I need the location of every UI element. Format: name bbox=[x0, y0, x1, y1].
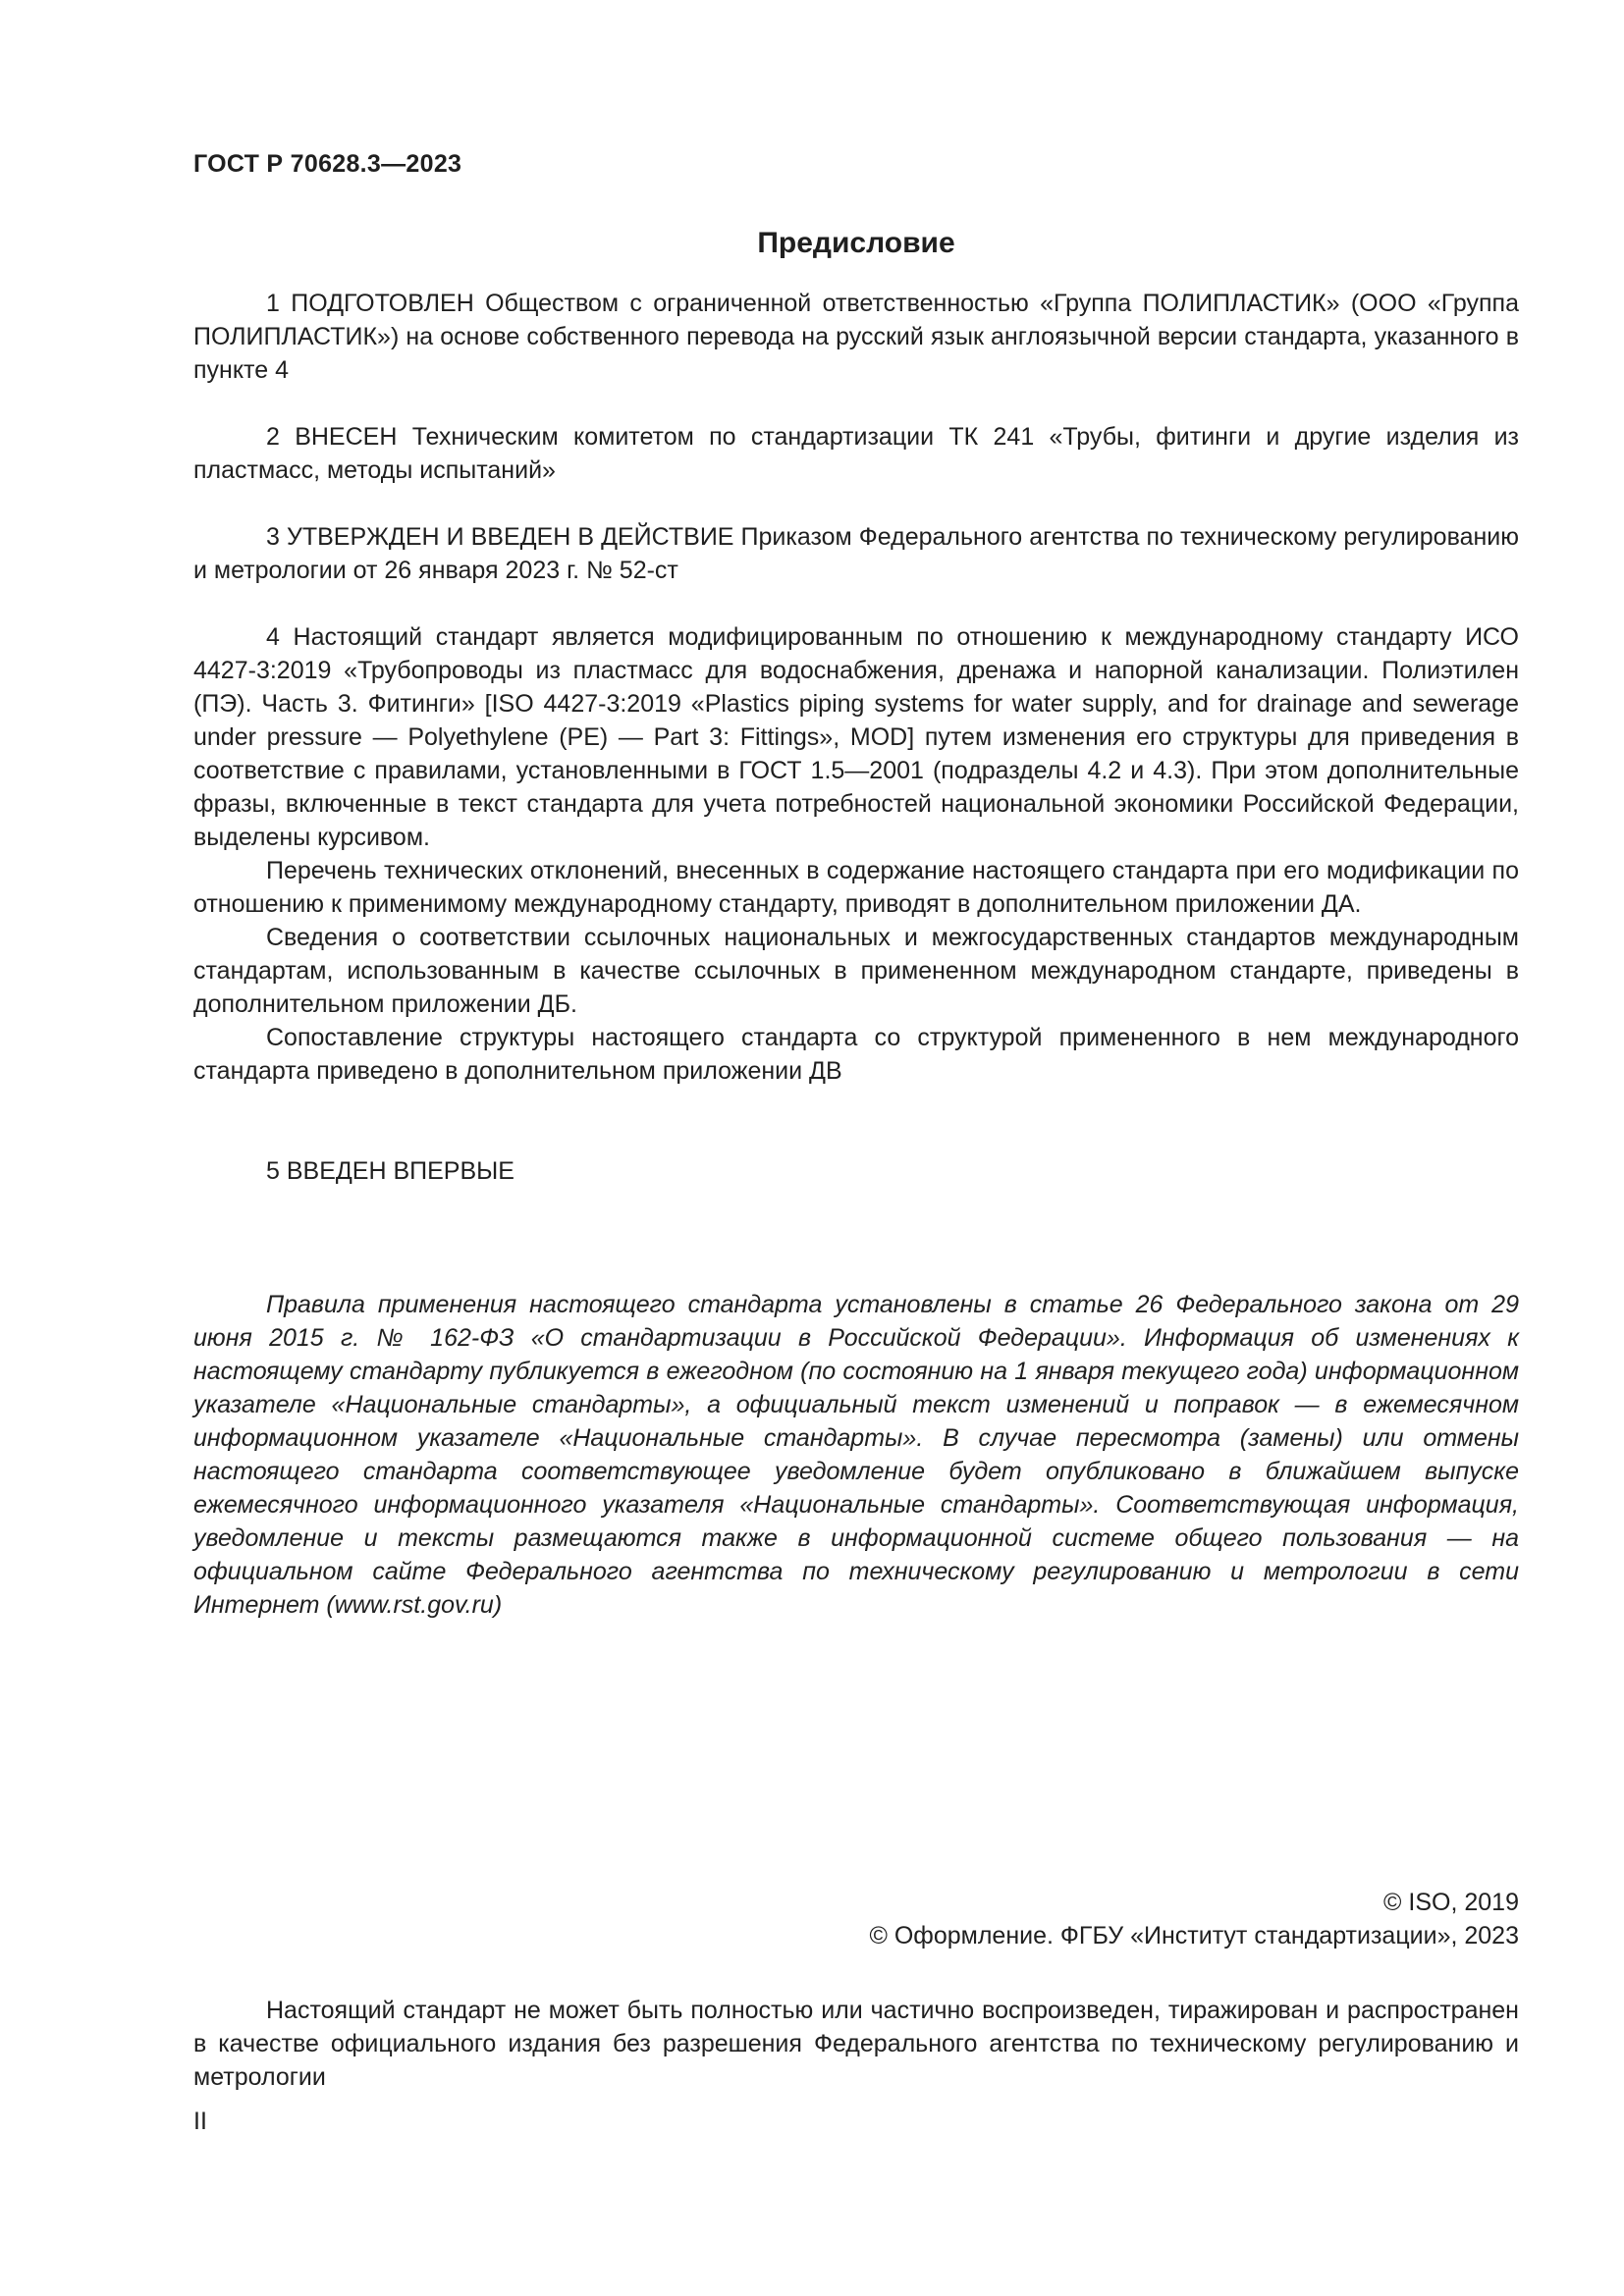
item-5-text: 5 ВВЕДЕН ВПЕРВЫЕ bbox=[266, 1157, 514, 1185]
page-number: II bbox=[193, 2108, 207, 2135]
item-3-text: 3 УТВЕРЖДЕН И ВВЕДЕН В ДЕЙСТВИЕ Приказом Федерального агентства по техническому регулированию и метрологии от 26 января 2023 г. № 52-ст bbox=[193, 523, 1519, 584]
foreword-item-5 bbox=[193, 1154, 1519, 1188]
copyright-iso: © ISO, 2019 bbox=[1383, 1889, 1519, 1916]
standard-code: ГОСТ Р 70628.3—2023 bbox=[193, 150, 462, 178]
reproduction-notice-text: Настоящий стандарт не может быть полностью или частично воспроизведен, тиражирован и распространен в качестве официального издания без разрешения Федерального агентства по техническому регулированию и метрологии bbox=[193, 1997, 1519, 2091]
item-4-paragraph-3: Сведения о соответствии ссылочных национальных и межгосударственных стандартов международным стандартам, использованным в качестве ссылочных в примененном международном стандарте, приведены в дополнительном приложении ДБ. bbox=[193, 924, 1519, 1018]
foreword-item-4 bbox=[193, 620, 1519, 1088]
item-4-paragraph-1: 4 Настоящий стандарт является модифицированным по отношению к международному стандарту ИСО 4427-3:2019 «Трубопроводы из пластмасс для водоснабжения, дренажа и напорной канализации. Полиэтилен (ПЭ). Часть 3. Фитинги» [ISO 4427-3:2019 «Plastics piping systems for water supply, and for drainage and sewerage under pressure — Polyethylene (PE) — Part 3: Fittings», MOD] путем изменения его структуры для приведения в соответствие с правилами, установленными в ГОСТ 1.5—2001 (подразделы 4.2 и 4.3). При этом дополнительные фразы, включенные в текст стандарта для учета потребностей национальной экономики Российской Федерации, выделены курсивом. bbox=[193, 623, 1519, 851]
rules-notice-text: Правила применения настоящего стандарта установлены в статье 26 Федерального закона от 29 июня 2015 г. № 162-ФЗ «О стандартизации в Российской Федерации». Информация об изменениях к настоящему стандарту публикуется в ежегодном (по состоянию на 1 января текущего года) информационном указателе «Национальные стандарты», а официальный текст изменений и поправок — в ежемесячном информационном указателе «Национальные стандарты». В случае пересмотра (замены) или отмены настоящего стандарта соответствующее уведомление будет опубликовано в ближайшем выпуске ежемесячного информационного указателя «Национальные стандарты». Соответствующая информация, уведомление и тексты размещаются также в информационной системе общего пользования — на официальном сайте Федерального агентства по техническому регулированию и метрологии в сети Интернет (www.rst.gov.ru) bbox=[193, 1291, 1519, 1619]
foreword-item-2 bbox=[193, 420, 1519, 487]
rules-notice-block bbox=[193, 1288, 1519, 1622]
item-1-text: 1 ПОДГОТОВЛЕН Обществом с ограниченной ответственностью «Группа ПОЛИПЛАСТИК» (ООО «Группа ПОЛИПЛАСТИК») на основе собственного перевода на русский язык англоязычной версии стандарта, указанного в пункте 4 bbox=[193, 290, 1519, 384]
copyright-block bbox=[193, 1886, 1519, 1952]
item-4-paragraph-2: Перечень технических отклонений, внесенных в содержание настоящего стандарта при его модификации по отношению к применимому международному стандарту, приводят в дополнительном приложении ДА. bbox=[193, 857, 1519, 918]
reproduction-notice-block bbox=[193, 1994, 1519, 2094]
foreword-item-3 bbox=[193, 520, 1519, 587]
item-2-text: 2 ВНЕСЕН Техническим комитетом по стандартизации ТК 241 «Трубы, фитинги и другие изделия из пластмасс, методы испытаний» bbox=[193, 423, 1519, 484]
item-4-paragraph-4: Сопоставление структуры настоящего стандарта со структурой примененного в нем международного стандарта приведено в дополнительном приложении ДВ bbox=[193, 1024, 1519, 1085]
page-title: Предисловие bbox=[757, 227, 955, 259]
foreword-item-1 bbox=[193, 287, 1519, 387]
copyright-design: © Оформление. ФГБУ «Институт стандартизации», 2023 bbox=[869, 1922, 1519, 1949]
